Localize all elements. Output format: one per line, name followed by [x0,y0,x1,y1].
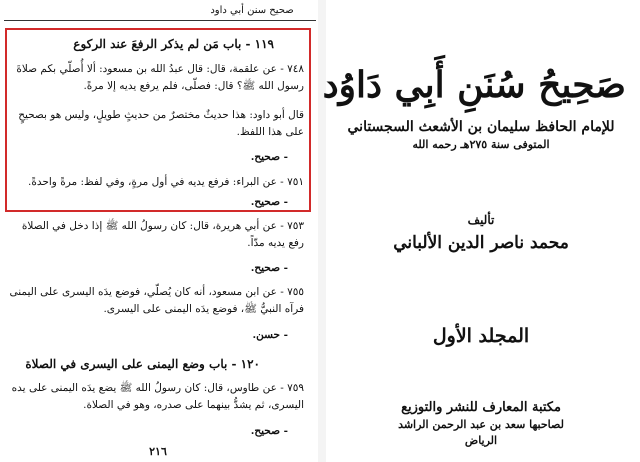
verdict-759: - صحيح. [250,425,288,437]
publisher-city: الرياض [464,434,498,447]
left-page [0,0,318,462]
hadith-753-line-1: ٧٥٣ - عن أبي هريرة، قال: كان رسولُ الله ﷺ إذا دخل في الصلاة [21,220,304,232]
author-line: للإمام الحافظ سليمان بن الأشعث السجستاني [347,119,615,135]
verdict-755: - حسن. [252,329,288,341]
hadith-748-line-2: رسول الله ﷺ؟ قال: فصلّى، فلم يرفع يديه إلا مرةً. [83,80,304,92]
verdict-751: - صحيح. [250,196,288,208]
hadith-759-line-1: ٧٥٩ - عن طاوس، قال: كان رسولُ الله ﷺ يضع يدَه اليمنى على يده [11,382,304,394]
chapter-120-title: ١٢٠ - باب وضع اليمنى على اليسرى في الصلاة [25,357,260,371]
book-title: صَحِيحُ سُنَنِ أَبِي دَاوُد [322,64,626,106]
death-line: المتوفى سنة ٢٧٥هـ رحمه الله [412,138,550,151]
publisher-owner: لصاحبها سعد بن عبد الرحمن الراشد [398,418,564,431]
verdict-753: - صحيح. [250,262,288,274]
hadith-748-line-1: ٧٤٨ - عن علقمة، قال: قال عبدُ الله بن مسعود: ألا أُصلّي بكم صلاةَ [16,63,304,75]
compiler-name: محمد ناصر الدين الألباني [393,233,569,253]
verdict-748: - صحيح. [250,151,288,163]
volume-label: المجلد الأول [432,325,530,347]
authorship-label: تأليف [467,213,495,227]
running-head: صحيح سنن أبي داود [210,5,294,16]
header-rule [4,20,316,21]
hadith-755-line-1: ٧٥٥ - عن ابن مسعود، أنه كان يُصلّي، فوضع يدَه اليسرى على اليمنى [9,286,304,298]
page-number: ٢١٦ [149,445,167,458]
hadith-755-line-2: فرآه النبيُّ ﷺ، فوضع يدَه اليمنى على اليسرى. [103,303,304,315]
title-page [322,0,640,462]
commentary-line-2: على هذا اللفظ. [236,126,304,138]
commentary-line-1: قال أبو داود: هذا حديثٌ مختصرٌ من حديثٍ طويلٍ، وليس هو بصحيحٍ [18,109,304,121]
hadith-753-line-2: رفع يديه مدّاً. [247,237,304,249]
hadith-759-line-2: اليسرى، ثم يشدُّ بينهما على صدره، وهو في الصلاة. [83,399,304,411]
chapter-119-title: ١١٩ - باب مَن لم يذكر الرفعَ عند الركوع [73,37,274,51]
publisher-name: مكتبة المعارف للنشر والتوزيع [401,400,561,415]
hadith-751: ٧٥١ - عن البراء: فرفع يديه في أول مرةٍ، وفي لفظ: مرةً واحدةً. [28,176,304,188]
